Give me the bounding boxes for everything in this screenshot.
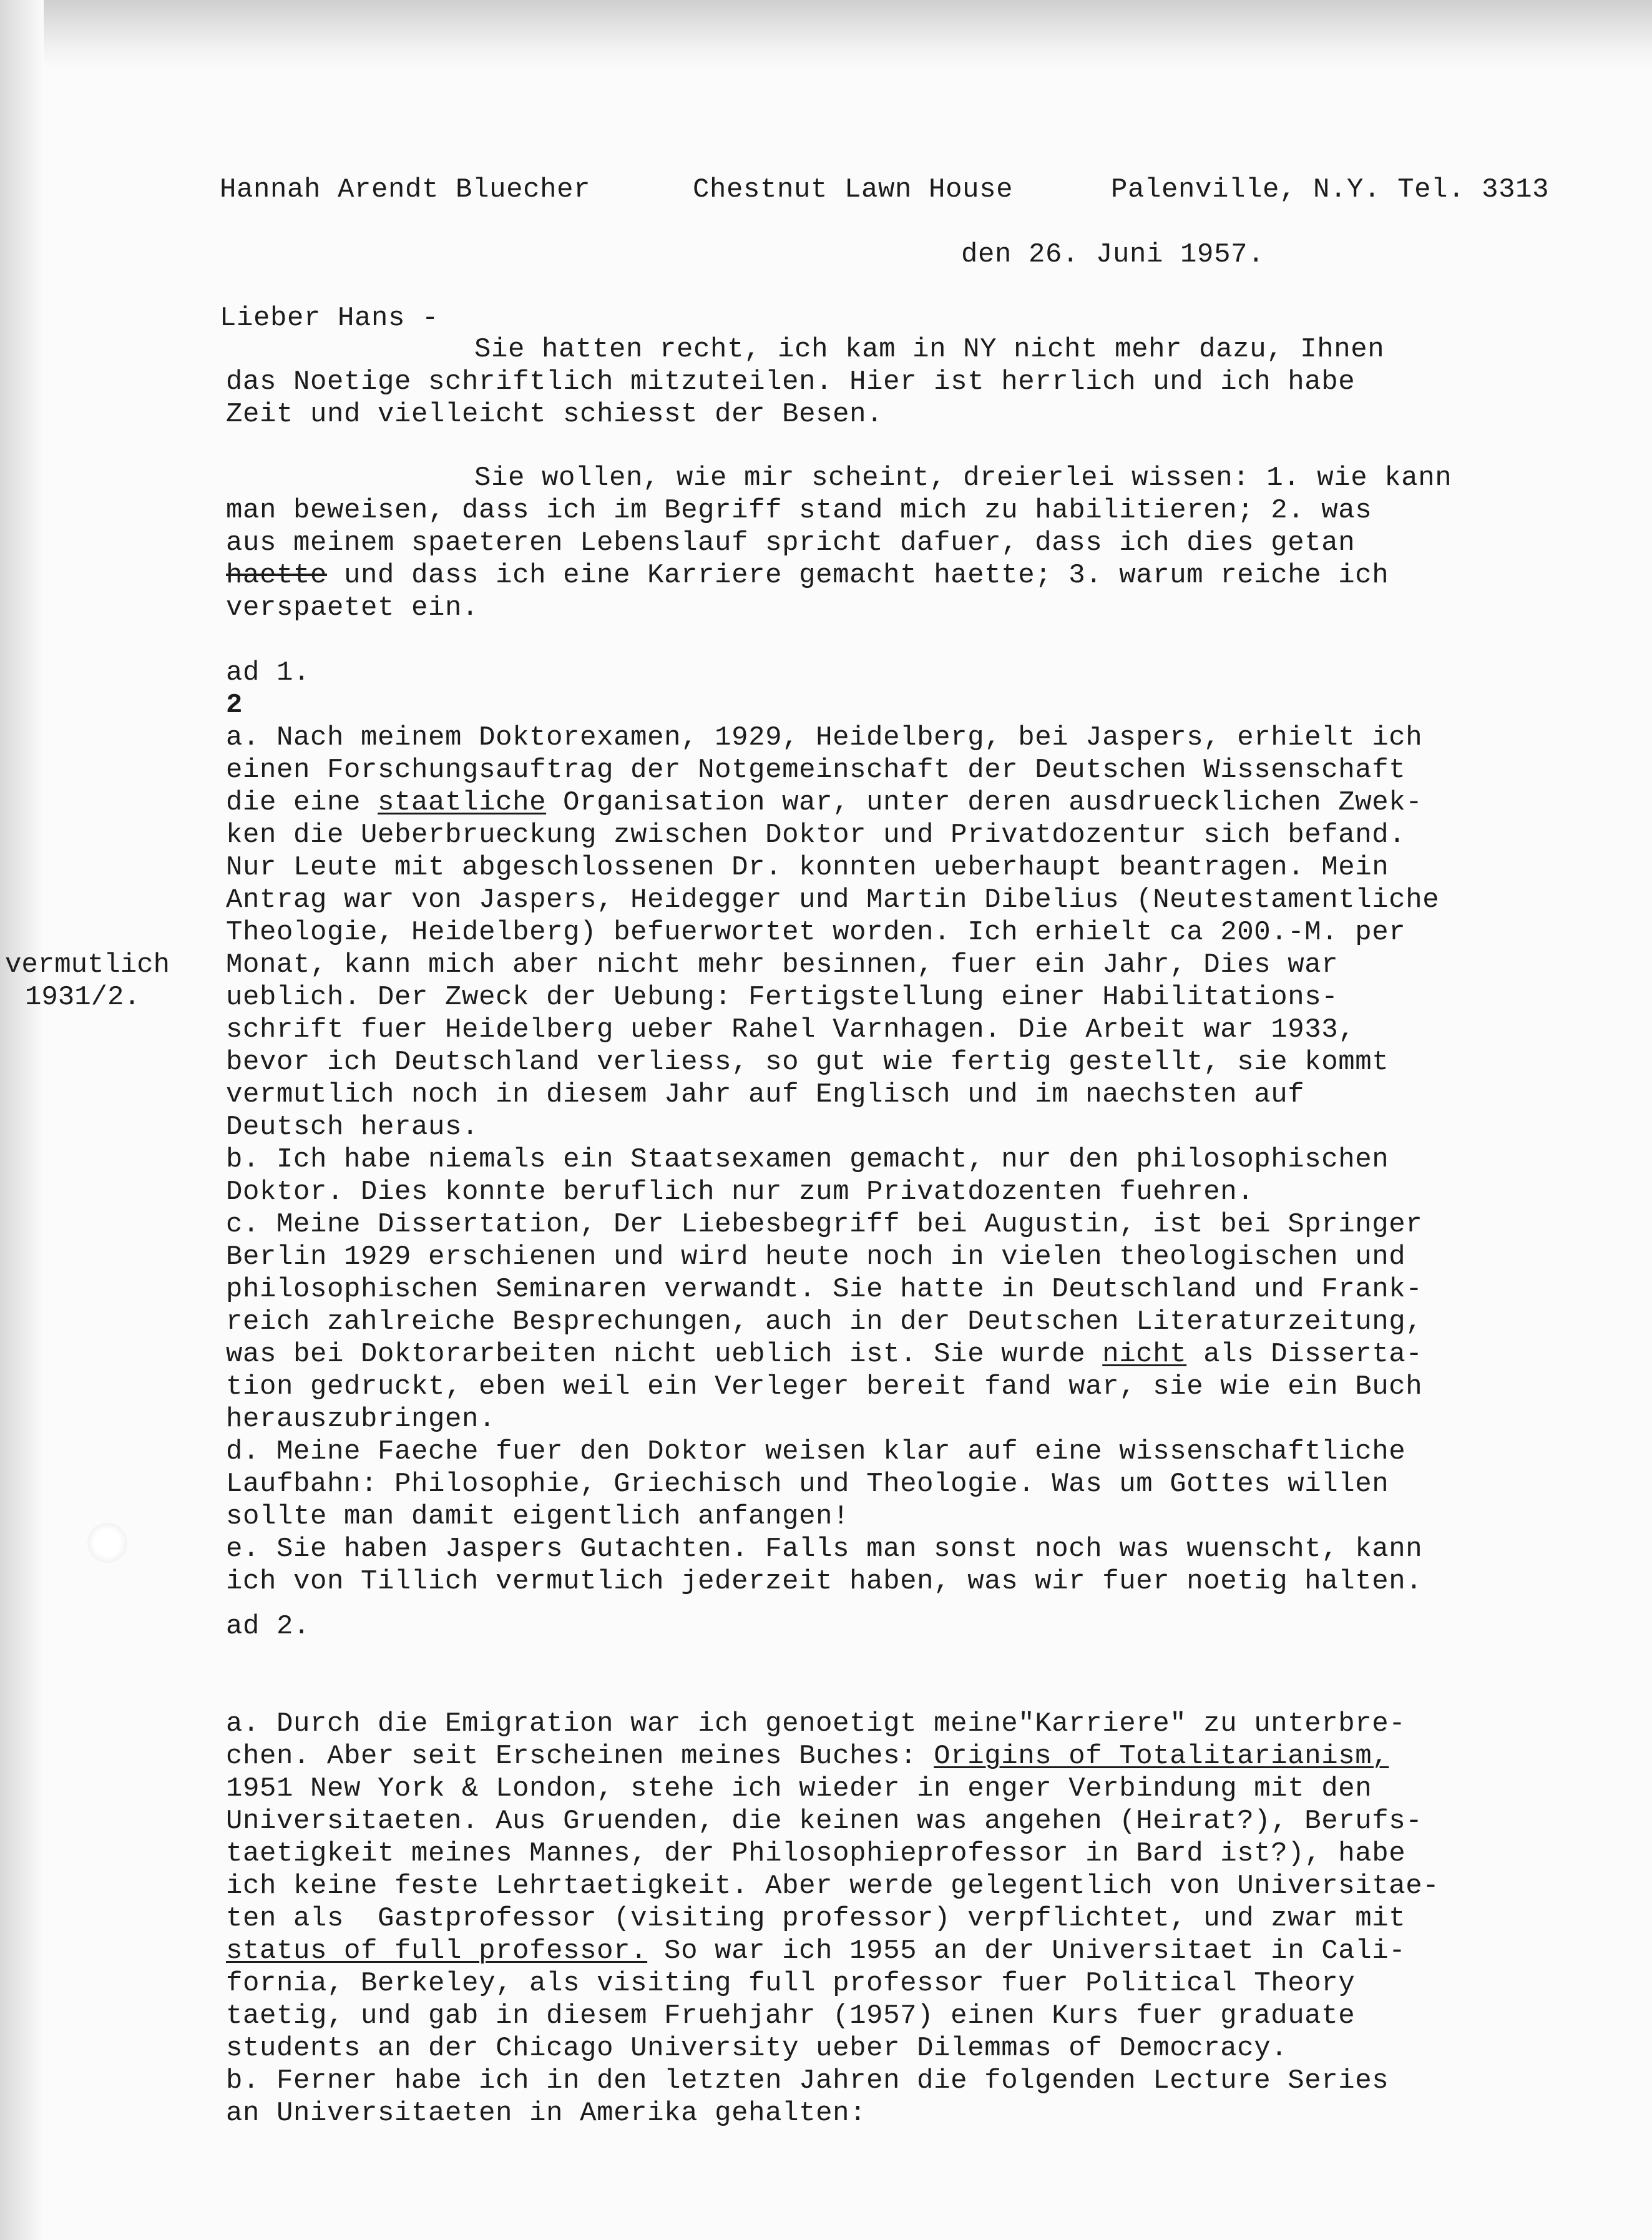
letter-line: Berlin 1929 erschienen und wird heute noch in vielen theologischen und [226,1241,1406,1273]
margin-note: vermutlich [5,949,170,981]
letter-line: Laufbahn: Philosophie, Griechisch und Theologie. Was um Gottes willen [226,1469,1389,1500]
text-segment: was bei Doktorarbeiten nicht ueblich ist. Sie wurde [226,1339,1103,1370]
letter-line: bevor ich Deutschland verliess, so gut wie fertig gestellt, sie kommt [226,1047,1389,1078]
questions-line: aus meinem spaeteren Lebenslauf spricht dafuer, dass ich dies getan [226,527,1356,559]
letter-line [226,1935,1405,1967]
letter-line: an Universitaeten in Amerika gehalten: [226,2098,867,2129]
questions-line: verspaetet ein. [226,592,479,624]
letter-line: einen Forschungsauftrag der Notgemeinschaft der Deutschen Wissenschaft [226,755,1406,786]
letter-line: fornia, Berkeley, als visiting full professor fuer Political Theory [226,1968,1356,1999]
letter-line: a. Durch die Emigration war ich genoetigt meine"Karriere" zu unterbre- [226,1708,1406,1739]
letter-line: ken die Ueberbrueckung zwischen Doktor und Privatdozentur sich befand. [226,819,1406,851]
letter-line: ten als Gastprofessor (visiting professor) verpflichtet, und zwar mit [226,1903,1406,1934]
letter-line: ueblich. Der Zweck der Uebung: Fertigstellung einer Habilitations- [226,982,1339,1013]
text-segment: chen. Aber seit Erscheinen meines Buches: [226,1741,934,1772]
letter-line: d. Meine Faeche fuer den Doktor weisen klar auf eine wissenschaftliche [226,1436,1406,1467]
letter-line: Antrag war von Jaspers, Heidegger und Martin Dibelius (Neutestamentliche [226,884,1440,916]
letter-line: vermutlich noch in diesem Jahr auf Englisch und im naechsten auf [226,1079,1305,1110]
section1-heading: ad 1. [226,657,311,688]
questions-line: Sie wollen, wie mir scheint, dreierlei wissen: 1. wie kann [474,462,1452,494]
letter-line: Doktor. Dies konnte beruflich nur zum Privatdozenten fuehren. [226,1176,1254,1208]
letter-line: Theologie, Heidelberg) befuerwortet worden. Ich erhielt ca 200.-M. per [226,917,1406,948]
questions-line: man beweisen, dass ich im Begriff stand mich zu habilitieren; 2. was [226,495,1372,526]
letter-line: students an der Chicago University ueber Dilemmas of Democracy. [226,2033,1288,2064]
letter-line [226,1740,1389,1773]
intro-line: Zeit und vielleicht schiesst der Besen. [226,399,884,430]
intro-line: Sie hatten recht, ich kam in NY nicht mehr dazu, Ihnen [474,334,1385,365]
struck-word: haette [226,560,328,591]
underlined-text: nicht [1102,1339,1187,1370]
scan-top-edge [0,0,1652,69]
letter-line: Deutsch heraus. [226,1112,479,1143]
salutation: Lieber Hans - [220,303,439,334]
punch-hole [87,1523,127,1563]
margin-note: 1931/2. [25,982,140,1013]
letter-line: Nur Leute mit abgeschlossenen Dr. konnten ueberhaupt beantragen. Mein [226,852,1389,883]
letter-line [226,1338,1422,1371]
letter-line: taetig, und gab in diesem Fruehjahr (1957) einen Kurs fuer graduate [226,2000,1356,2032]
letter-line: reich zahlreiche Besprechungen, auch in der Deutschen Literaturzeitung, [226,1306,1423,1338]
letter-line: taetigkeit meines Mannes, der Philosophieprofessor in Bard ist?), habe [226,1838,1406,1869]
underlined-text: Origins of Totalitarianism, [934,1741,1389,1772]
questions-line: haette und dass ich eine Karriere gemacht haette; 3. warum reiche ich [226,560,1389,591]
letter-line: philosophischen Seminaren verwandt. Sie hatte in Deutschland und Frank- [226,1274,1423,1305]
letter-line: 1951 New York & London, stehe ich wieder in enger Verbindung mit den [226,1773,1372,1804]
letter-line [226,786,1422,819]
stray-mark: 2 [226,690,243,721]
letterhead-place: Palenville, N.Y. Tel. 3313 [1111,174,1550,205]
underlined-text: status of full professor. [226,1935,648,1967]
letter-line: ich von Tillich vermutlich jederzeit haben, was wir fuer noetig halten. [226,1566,1423,1597]
scan-left-edge [0,0,44,2240]
letter-line: b. Ferner habe ich in den letzten Jahren die folgenden Lecture Series [226,2065,1389,2096]
letterhead-sender: Hannah Arendt Bluecher [220,174,591,205]
text-segment: als Disserta- [1186,1339,1423,1370]
letter-line: c. Meine Dissertation, Der Liebesbegriff bei Augustin, ist bei Springer [226,1209,1423,1240]
letter-line: b. Ich habe niemals ein Staatsexamen gemacht, nur den philosophischen [226,1144,1389,1175]
letter-date: den 26. Juni 1957. [961,239,1265,270]
letter-line: a. Nach meinem Doktorexamen, 1929, Heidelberg, bei Jaspers, erhielt ich [226,722,1423,753]
letter-line: Monat, kann mich aber nicht mehr besinnen, fuer ein Jahr, Dies war [226,949,1339,981]
text-segment: die eine [226,787,378,818]
letter-line: ich keine feste Lehrtaetigkeit. Aber werde gelegentlich von Universitae- [226,1871,1440,1902]
letter-line: sollte man damit eigentlich anfangen! [226,1501,850,1532]
text-segment: So war ich 1955 an der Universitaet in Cali- [647,1935,1406,1967]
intro-line: das Noetige schriftlich mitzuteilen. Hier ist herrlich und ich habe [226,366,1356,398]
letter-line: schrift fuer Heidelberg ueber Rahel Varnhagen. Die Arbeit war 1933, [226,1014,1356,1045]
letter-line: herauszubringen. [226,1404,496,1435]
letter-line: e. Sie haben Jaspers Gutachten. Falls man sonst noch was wuenscht, kann [226,1533,1423,1565]
letter-line: Universitaeten. Aus Gruenden, die keinen was angehen (Heirat?), Berufs- [226,1806,1423,1837]
section2-heading: ad 2. [226,1611,311,1642]
text-segment: Organisation war, unter deren ausdruecklichen Zwek- [546,787,1423,818]
letter-line: tion gedruckt, eben weil ein Verleger bereit fand war, sie wie ein Buch [226,1371,1423,1402]
underlined-text: staatliche [378,787,547,818]
letterhead-house: Chestnut Lawn House [693,174,1014,205]
